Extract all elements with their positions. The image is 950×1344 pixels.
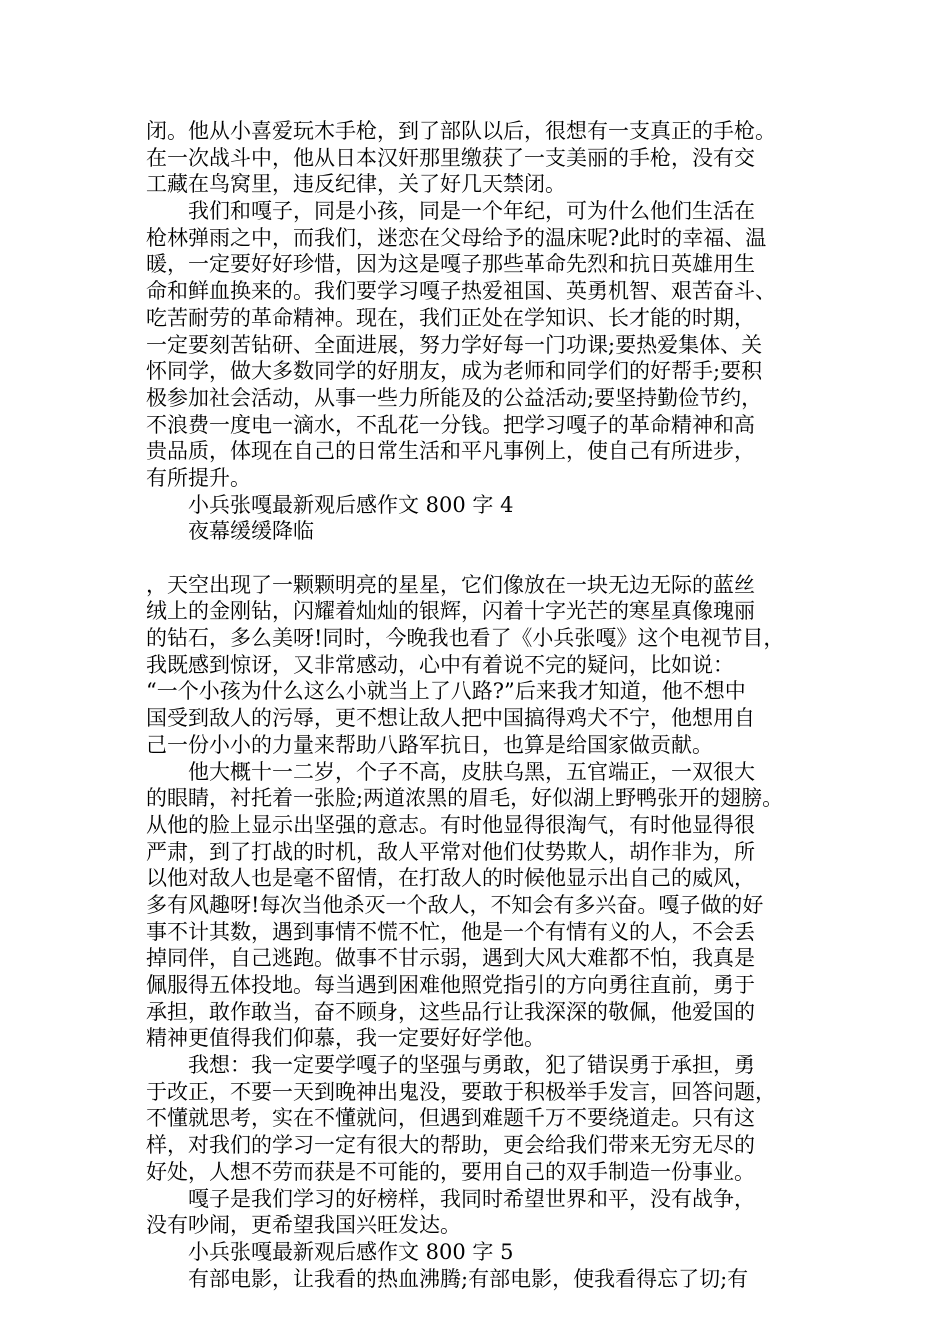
text-line: 怀同学，做大多数同学的好朋友，成为老师和同学们的好帮手;要积	[146, 359, 763, 384]
text-line: 样，对我们的学习一定有很大的帮助，更会给我们带来无穷无尽的	[146, 1133, 755, 1158]
text-line: 小兵张嘎最新观后感作文 800 字 4	[146, 492, 514, 517]
text-line: 的眼睛，衬托着一张脸;两道浓黑的眉毛，好似湖上野鸭张开的翅膀。	[146, 786, 784, 811]
text-line: 吃苦耐劳的革命精神。现在，我们正处在学知识、长才能的时期，	[146, 305, 755, 330]
text-line: 不浪费一度电一滴水，不乱花一分钱。把学习嘎子的革命精神和高	[146, 412, 755, 437]
text-line: 好处，人想不劳而获是不可能的，要用自己的双手制造一份事业。	[146, 1159, 755, 1184]
text-line: 承担，敢作敢当，奋不顾身，这些品行让我深深的敬佩，他爱国的	[146, 999, 755, 1024]
text-line: 佩服得五体投地。每当遇到困难他照党指引的方向勇往直前，勇于	[146, 973, 755, 997]
text-line: 贵品质，体现在自己的日常生活和平凡事例上，使自己有所进步，	[146, 439, 755, 464]
text-line: 工藏在鸟窝里，违反纪律，关了好几天禁闭。	[146, 172, 566, 197]
text-line: 夜幕缓缓降临	[146, 519, 314, 544]
text-line: 闭。他从小喜爱玩木手枪，到了部队以后，很想有一支真正的手枪。	[146, 119, 776, 143]
text-line: 在一次战斗中，他从日本汉奸那里缴获了一支美丽的手枪，没有交	[146, 145, 755, 170]
text-line: 没有吵闹，更希望我国兴旺发达。	[146, 1213, 461, 1238]
text-line: 精神更值得我们仰慕，我一定要好好学他。	[146, 1026, 545, 1051]
text-line: 他大概十一二岁，个子不高，皮肤乌黑，五官端正，一双很大	[146, 759, 755, 784]
text-line: 以他对敌人也是毫不留情，在打敌人的时候他显示出自己的威风，	[146, 866, 755, 891]
text-line: 于改正，不要一天到晚神出鬼没，要敢于积极举手发言，回答问题，	[146, 1079, 776, 1104]
text-line: ，天空出现了一颗颗明亮的星星，它们像放在一块无边无际的蓝丝	[146, 572, 755, 597]
text-line: 极参加社会活动，从事一些力所能及的公益活动;要坚持勤俭节约，	[146, 385, 763, 410]
text-line: 绒上的金刚钻，闪耀着灿灿的银辉，闪着十字光芒的寒星真像瑰丽	[146, 599, 755, 624]
text-line: 我们和嘎子，同是小孩，同是一个年纪，可为什么他们生活在	[146, 199, 755, 224]
text-line: 事不计其数，遇到事情不慌不忙，他是一个有情有义的人，不会丢	[146, 919, 755, 944]
text-line: 暖，一定要好好珍惜，因为这是嘎子那些革命先烈和抗日英雄用生	[146, 252, 755, 277]
text-line: 枪林弹雨之中，而我们，迷恋在父母给予的温床呢?此时的幸福、温	[146, 225, 767, 250]
document-body	[146, 118, 810, 1292]
text-line: 己一份小小的力量来帮助八路军抗日，也算是给国家做贡献。	[146, 732, 713, 757]
text-line: 从他的脸上显示出坚强的意志。有时他显得很淘气，有时他显得很	[146, 812, 755, 837]
blank-line	[146, 545, 810, 572]
text-line: 不懂就思考，实在不懂就问，但遇到难题千万不要绕道走。只有这	[146, 1106, 755, 1131]
text-line: “一个小孩为什么这么小就当上了八路?”后来我才知道，他不想中	[146, 679, 746, 704]
text-line: 严肃，到了打战的时机，敌人平常对他们仗势欺人，胡作非为，所	[146, 839, 755, 864]
text-line: 我既感到惊讶，又非常感动，心中有着说不完的疑问，比如说：	[146, 652, 734, 677]
text-line: 国受到敌人的污辱，更不想让敌人把中国搞得鸡犬不宁，他想用自	[146, 706, 755, 731]
text-line: 命和鲜血换来的。我们要学习嘎子热爱祖国、英勇机智、艰苦奋斗、	[146, 279, 776, 304]
text-line: 掉同伴，自己逃跑。做事不甘示弱，遇到大风大难都不怕，我真是	[146, 946, 755, 971]
text-line: 一定要刻苦钻研、全面进展，努力学好每一门功课;要热爱集体、关	[146, 332, 763, 357]
text-line: 的钻石，多么美呀!同时，今晚我也看了《小兵张嘎》这个电视节目，	[146, 626, 785, 651]
text-line: 小兵张嘎最新观后感作文 800 字 5	[146, 1239, 514, 1264]
text-line: 多有风趣呀!每次当他杀灭一个敌人，不知会有多兴奋。嘎子做的好	[146, 892, 764, 917]
text-line: 嘎子是我们学习的好榜样，我同时希望世界和平，没有战争，	[146, 1186, 755, 1211]
text-line: 我想：我一定要学嘎子的坚强与勇敢，犯了错误勇于承担，勇	[146, 1053, 755, 1078]
text-line: 有所提升。	[146, 465, 251, 490]
text-line: 有部电影，让我看的热血沸腾;有部电影，使我看得忘了切;有	[146, 1266, 749, 1291]
